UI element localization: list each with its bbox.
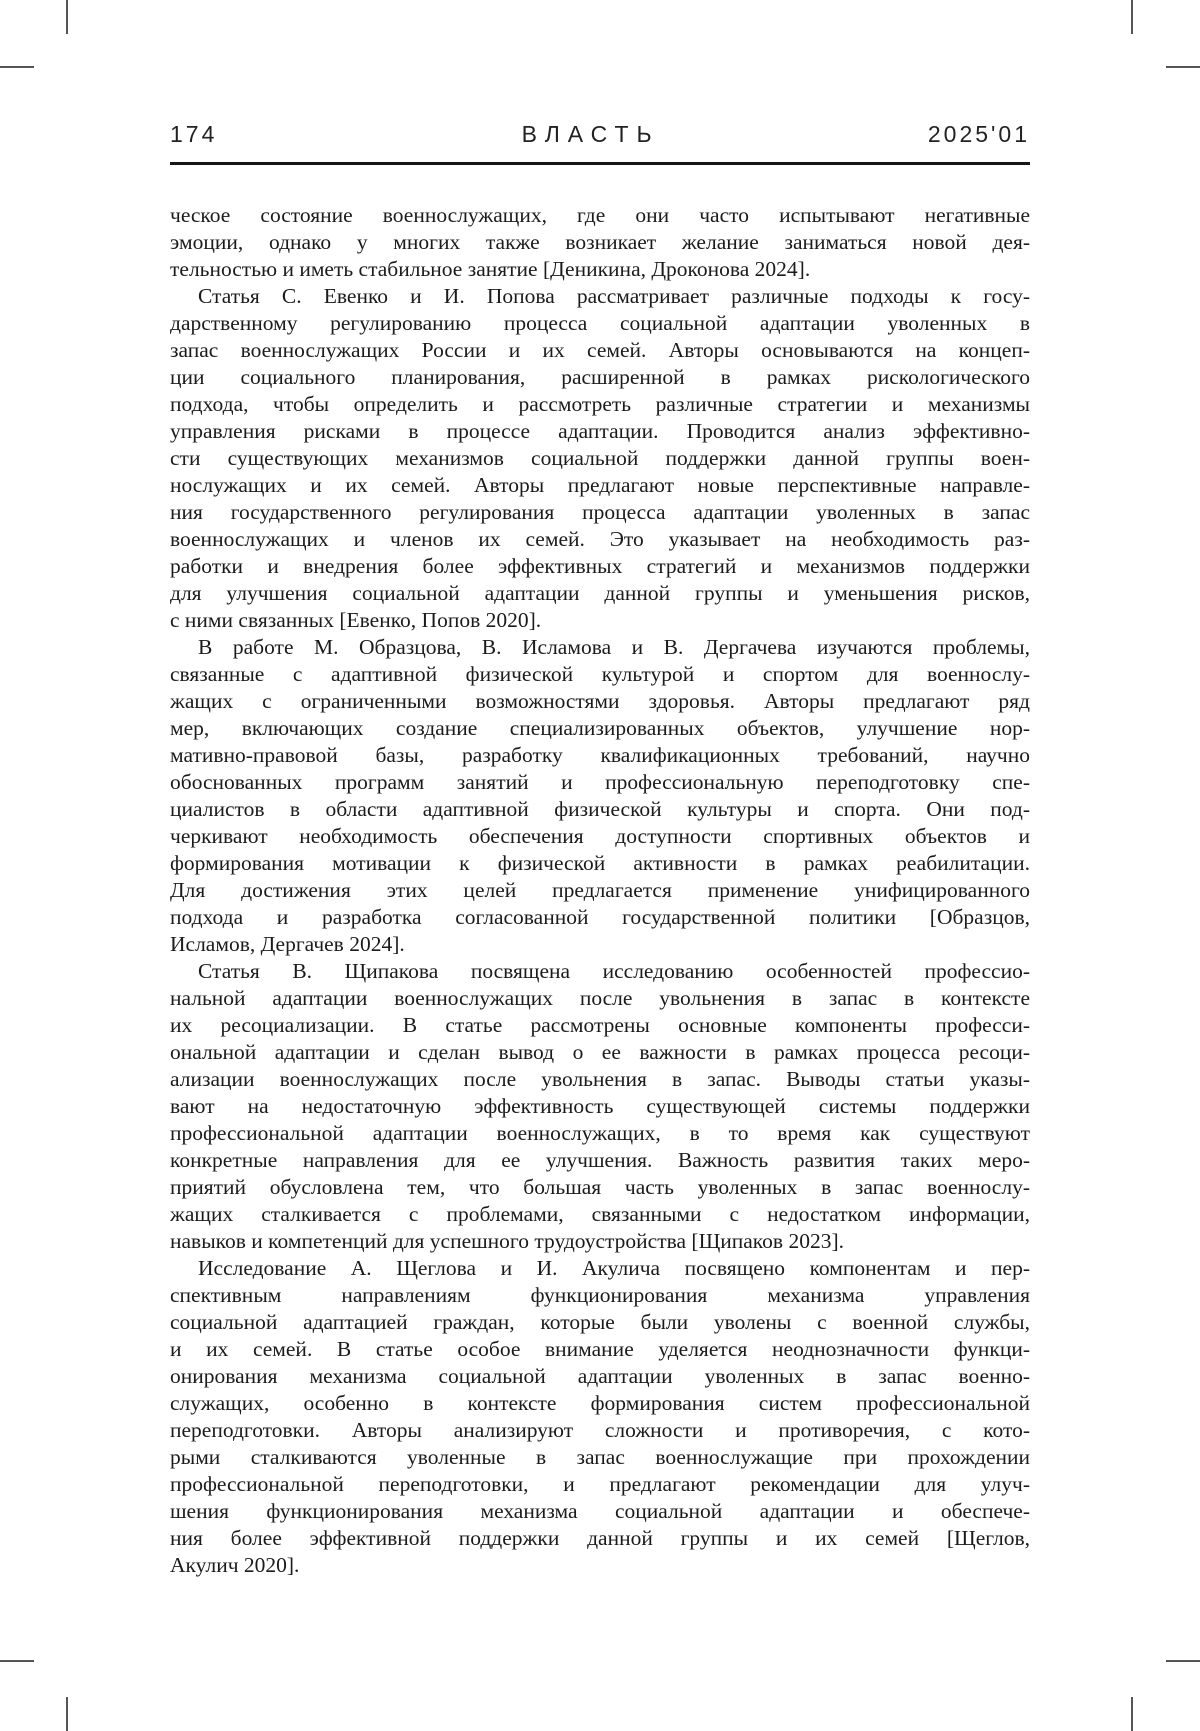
- crop-mark-bottom-left-horizontal: [0, 1660, 34, 1662]
- page-number: 174: [170, 121, 218, 147]
- text-line: и их семей. В статье особое внимание уделяется неоднозначности функци-: [170, 1337, 1030, 1361]
- text-line: сти существующих механизмов социальной поддержки данной группы воен-: [170, 446, 1030, 470]
- text-line: военнослужащих и членов их семей. Это указывает на необходимость раз-: [170, 527, 1030, 551]
- text-line: ции социального планирования, расширенной в рамках рискологического: [170, 365, 1030, 389]
- text-line: переподготовки. Авторы анализируют сложности и противоречия, с кото-: [170, 1418, 1030, 1442]
- text-line: ния более эффективной поддержки данной группы и их семей [Щеглов,: [170, 1526, 1030, 1550]
- crop-mark-bottom-right-horizontal: [1166, 1660, 1200, 1662]
- text-line: шения функционирования механизма социальной адаптации и обеспече-: [170, 1499, 1030, 1523]
- text-line: рыми сталкиваются уволенные в запас военнослужащие при прохождении: [170, 1445, 1030, 1469]
- text-line: черкивают необходимость обеспечения доступности спортивных объектов и: [170, 824, 1030, 848]
- text-line: ализации военнослужащих после увольнения в запас. Выводы статьи указы-: [170, 1067, 1030, 1091]
- text-line: профессиональной переподготовки, и предлагают рекомендации для улуч-: [170, 1472, 1030, 1496]
- text-line: профессиональной адаптации военнослужащих, в то время как существуют: [170, 1121, 1030, 1145]
- crop-mark-top-right-horizontal: [1166, 66, 1200, 68]
- text-line: Акулич 2020].: [170, 1553, 300, 1577]
- text-line: Статья С. Евенко и И. Попова рассматривает различные подходы к госу-: [198, 284, 1030, 308]
- text-line: жащих сталкивается с проблемами, связанными с недостатком информации,: [170, 1202, 1030, 1226]
- text-line: для улучшения социальной адаптации данной группы и уменьшения рисков,: [170, 581, 1030, 605]
- text-line: тельностью и иметь стабильное занятие [Деникина, Дроконова 2024].: [170, 257, 811, 281]
- text-line: запас военнослужащих России и их семей. Авторы основываются на концеп-: [170, 338, 1030, 362]
- text-line: служащих, особенно в контексте формирования систем профессиональной: [170, 1391, 1030, 1415]
- text-line: приятий обусловлена тем, что большая часть уволенных в запас военнослу-: [170, 1175, 1030, 1199]
- paragraph: [170, 958, 1030, 1255]
- text-line: онирования механизма социальной адаптации уволенных в запас военно-: [170, 1364, 1030, 1388]
- text-line: мер, включающих создание специализированных объектов, улучшение нор-: [170, 716, 1030, 740]
- text-line: дарственному регулированию процесса социальной адаптации уволенных в: [170, 311, 1030, 335]
- text-line: их ресоциализации. В статье рассмотрены основные компоненты професси-: [170, 1013, 1030, 1037]
- text-line: навыков и компетенций для успешного трудоустройства [Щипаков 2023].: [170, 1229, 844, 1253]
- text-line: конкретные направления для ее улучшения. Важность развития таких меро-: [170, 1148, 1030, 1172]
- text-line: Для достижения этих целей предлагается применение унифицированного: [170, 878, 1030, 902]
- text-line: ональной адаптации и сделан вывод о ее важности в рамках процесса ресоци-: [170, 1040, 1030, 1064]
- header-rule: [170, 162, 1030, 165]
- text-line: ческое состояние военнослужащих, где они часто испытывают негативные: [170, 203, 1030, 227]
- text-line: вают на недостаточную эффективность существующей системы поддержки: [170, 1094, 1030, 1118]
- journal-title: ВЛАСТЬ: [521, 121, 660, 147]
- paragraph: [170, 634, 1030, 958]
- paragraph: [170, 202, 1030, 283]
- text-line: ния государственного регулирования процесса адаптации уволенных в запас: [170, 500, 1030, 524]
- running-head: [170, 121, 1030, 148]
- text-line: эмоции, однако у многих также возникает желание заниматься новой дея-: [170, 230, 1030, 254]
- paragraph: [170, 1255, 1030, 1579]
- text-line: с ними связанных [Евенко, Попов 2020].: [170, 608, 542, 632]
- text-line: спективным направлениям функционирования механизма управления: [170, 1283, 1030, 1307]
- text-line: Статья В. Щипакова посвящена исследованию особенностей профессио-: [198, 959, 1030, 983]
- text-line: подхода и разработка согласованной государственной политики [Образцов,: [170, 905, 1030, 929]
- crop-mark-bottom-right-vertical: [1131, 1697, 1133, 1731]
- issue-label: 2025'01: [927, 121, 1030, 147]
- crop-mark-bottom-left-vertical: [66, 1697, 68, 1731]
- crop-mark-top-left-horizontal: [0, 66, 34, 68]
- text-line: нослужащих и их семей. Авторы предлагают новые перспективные направле-: [170, 473, 1030, 497]
- text-line: подхода, чтобы определить и рассмотреть различные стратегии и механизмы: [170, 392, 1030, 416]
- text-line: формирования мотивации к физической активности в рамках реабилитации.: [170, 851, 1030, 875]
- text-line: В работе М. Образцова, В. Исламова и В. Дергачева изучаются проблемы,: [198, 635, 1030, 659]
- crop-mark-top-right-vertical: [1131, 0, 1133, 34]
- paragraph: [170, 283, 1030, 634]
- text-line: связанные с адаптивной физической культурой и спортом для военнослу-: [170, 662, 1030, 686]
- text-line: работки и внедрения более эффективных стратегий и механизмов поддержки: [170, 554, 1030, 578]
- text-line: нальной адаптации военнослужащих после увольнения в запас в контексте: [170, 986, 1030, 1010]
- crop-mark-top-left-vertical: [66, 0, 68, 34]
- text-line: циалистов в области адаптивной физической культуры и спорта. Они под-: [170, 797, 1030, 821]
- text-line: Исламов, Дергачев 2024].: [170, 932, 405, 956]
- text-line: управления рисками в процессе адаптации. Проводится анализ эффективно-: [170, 419, 1030, 443]
- text-line: Исследование А. Щеглова и И. Акулича посвящено компонентам и пер-: [198, 1256, 1030, 1280]
- text-line: социальной адаптацией граждан, которые были уволены с военной службы,: [170, 1310, 1030, 1334]
- article-body: [170, 202, 1030, 1579]
- text-line: мативно-правовой базы, разработку квалификационных требований, научно: [170, 743, 1030, 767]
- text-line: жащих с ограниченными возможностями здоровья. Авторы предлагают ряд: [170, 689, 1030, 713]
- text-line: обоснованных программ занятий и профессиональную переподготовку спе-: [170, 770, 1030, 794]
